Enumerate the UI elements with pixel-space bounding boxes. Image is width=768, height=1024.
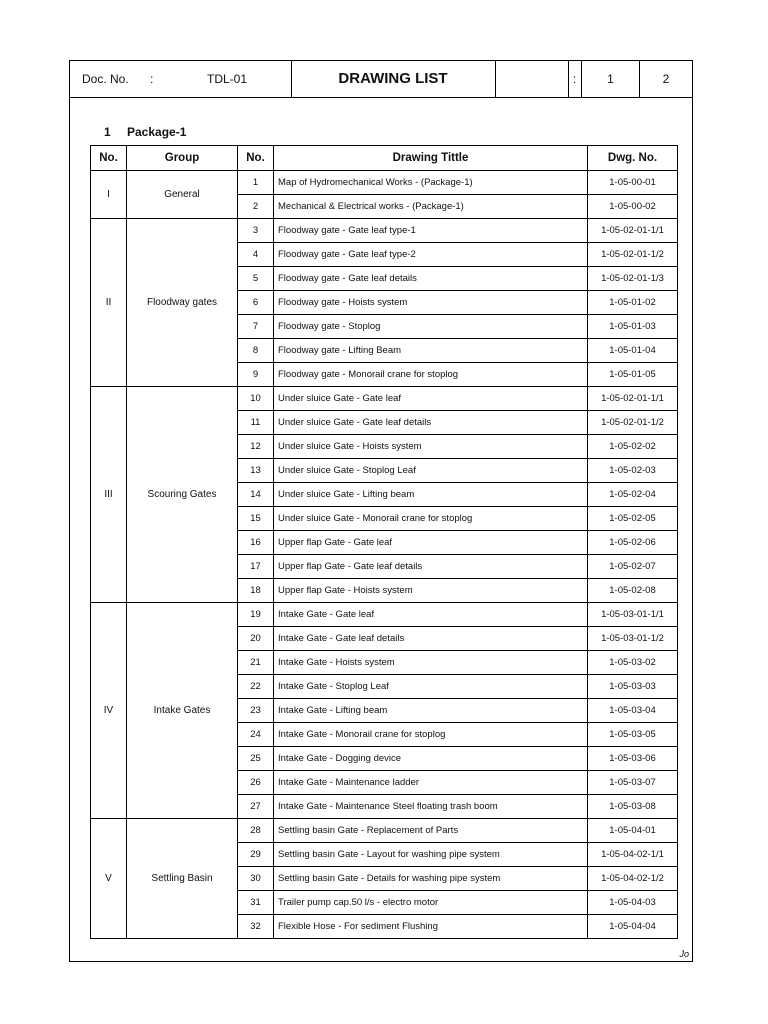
drawing-title: Floodway gate - Stoplog	[274, 315, 588, 339]
item-number: 32	[238, 915, 274, 939]
item-number: 1	[238, 171, 274, 195]
item-number: 24	[238, 723, 274, 747]
document-title: DRAWING LIST	[338, 70, 448, 87]
package-name: Package-1	[127, 125, 187, 139]
item-number: 15	[238, 507, 274, 531]
item-number: 21	[238, 651, 274, 675]
header-dwg-no: Dwg. No.	[588, 146, 678, 171]
drawing-title: Settling basin Gate - Details for washing pipe system	[274, 867, 588, 891]
drawing-number: 1-05-01-03	[588, 315, 678, 339]
drawing-number: 1-05-00-01	[588, 171, 678, 195]
drawing-title: Flexible Hose - For sediment Flushing	[274, 915, 588, 939]
header-divider	[568, 61, 569, 97]
item-number: 5	[238, 267, 274, 291]
group-name: Settling Basin	[127, 819, 238, 939]
item-number: 14	[238, 483, 274, 507]
doc-no-value: TDL-01	[207, 72, 248, 86]
drawing-title: Upper flap Gate - Hoists system	[274, 579, 588, 603]
drawing-title: Settling basin Gate - Replacement of Parts	[274, 819, 588, 843]
drawing-number: 1-05-03-03	[588, 675, 678, 699]
drawing-title: Intake Gate - Lifting beam	[274, 699, 588, 723]
header-group: Group	[127, 146, 238, 171]
page-colon: :	[573, 72, 577, 86]
drawing-number: 1-05-02-07	[588, 555, 678, 579]
drawing-number: 1-05-02-01-1/2	[588, 243, 678, 267]
drawing-title: Under sluice Gate - Lifting beam	[274, 483, 588, 507]
group-number: V	[91, 819, 127, 939]
drawing-title: Intake Gate - Dogging device	[274, 747, 588, 771]
group-number: IV	[91, 603, 127, 819]
table-row	[91, 819, 678, 843]
item-number: 29	[238, 843, 274, 867]
table-row	[91, 387, 678, 411]
drawing-number: 1-05-02-02	[588, 435, 678, 459]
item-number: 10	[238, 387, 274, 411]
drawing-number: 1-05-03-05	[588, 723, 678, 747]
header-item-no: No.	[238, 146, 274, 171]
drawing-number: 1-05-02-01-1/1	[588, 387, 678, 411]
drawing-number: 1-05-03-04	[588, 699, 678, 723]
table-row	[91, 219, 678, 243]
drawing-title: Intake Gate - Hoists system	[274, 651, 588, 675]
drawing-number: 1-05-03-07	[588, 771, 678, 795]
item-number: 25	[238, 747, 274, 771]
drawing-number: 1-05-01-05	[588, 363, 678, 387]
drawing-number: 1-05-00-02	[588, 195, 678, 219]
drawing-number: 1-05-03-02	[588, 651, 678, 675]
item-number: 20	[238, 627, 274, 651]
group-number: I	[91, 171, 127, 219]
drawing-title: Under sluice Gate - Gate leaf details	[274, 411, 588, 435]
group-name: Intake Gates	[127, 603, 238, 819]
drawing-number: 1-05-03-06	[588, 747, 678, 771]
doc-no-label: Doc. No.	[82, 72, 129, 86]
item-number: 4	[238, 243, 274, 267]
document-frame	[69, 60, 693, 962]
drawing-title: Intake Gate - Maintenance Steel floating trash boom	[274, 795, 588, 819]
package-number: 1	[104, 125, 111, 139]
doc-no-colon: :	[150, 72, 154, 86]
drawing-title: Upper flap Gate - Gate leaf details	[274, 555, 588, 579]
item-number: 30	[238, 867, 274, 891]
drawing-title: Under sluice Gate - Stoplog Leaf	[274, 459, 588, 483]
item-number: 6	[238, 291, 274, 315]
table-row	[91, 171, 678, 195]
item-number: 2	[238, 195, 274, 219]
group-number: II	[91, 219, 127, 387]
drawing-number: 1-05-04-02-1/1	[588, 843, 678, 867]
drawing-title: Floodway gate - Monorail crane for stoplog	[274, 363, 588, 387]
item-number: 23	[238, 699, 274, 723]
drawing-number: 1-05-03-08	[588, 795, 678, 819]
item-number: 26	[238, 771, 274, 795]
drawing-number: 1-05-02-01-1/3	[588, 267, 678, 291]
item-number: 9	[238, 363, 274, 387]
drawing-title: Floodway gate - Gate leaf type-2	[274, 243, 588, 267]
drawing-title: Upper flap Gate - Gate leaf	[274, 531, 588, 555]
drawing-title: Under sluice Gate - Hoists system	[274, 435, 588, 459]
item-number: 13	[238, 459, 274, 483]
drawing-title: Settling basin Gate - Layout for washing pipe system	[274, 843, 588, 867]
item-number: 18	[238, 579, 274, 603]
drawing-title: Intake Gate - Gate leaf details	[274, 627, 588, 651]
drawing-number: 1-05-03-01-1/2	[588, 627, 678, 651]
drawing-title: Intake Gate - Maintenance ladder	[274, 771, 588, 795]
drawing-number: 1-05-02-04	[588, 483, 678, 507]
drawing-title: Under sluice Gate - Monorail crane for stoplog	[274, 507, 588, 531]
item-number: 7	[238, 315, 274, 339]
drawing-title: Intake Gate - Monorail crane for stoplog	[274, 723, 588, 747]
drawing-title: Trailer pump cap.50 l/s - electro motor	[274, 891, 588, 915]
group-name: General	[127, 171, 238, 219]
drawing-title: Under sluice Gate - Gate leaf	[274, 387, 588, 411]
drawing-number: 1-05-02-08	[588, 579, 678, 603]
item-number: 22	[238, 675, 274, 699]
drawing-number: 1-05-02-03	[588, 459, 678, 483]
item-number: 17	[238, 555, 274, 579]
drawing-number: 1-05-02-01-1/2	[588, 411, 678, 435]
drawing-number: 1-05-04-02-1/2	[588, 867, 678, 891]
group-name: Floodway gates	[127, 219, 238, 387]
drawing-title: Floodway gate - Hoists system	[274, 291, 588, 315]
table-row	[91, 603, 678, 627]
drawing-title: Intake Gate - Stoplog Leaf	[274, 675, 588, 699]
header-divider	[495, 61, 496, 97]
drawing-number: 1-05-01-04	[588, 339, 678, 363]
item-number: 19	[238, 603, 274, 627]
drawing-title: Floodway gate - Gate leaf details	[274, 267, 588, 291]
document-header	[70, 61, 692, 98]
header-drawing-title: Drawing Tittle	[274, 146, 588, 171]
drawing-title: Mechanical & Electrical works - (Package-1)	[274, 195, 588, 219]
drawing-title: Floodway gate - Gate leaf type-1	[274, 219, 588, 243]
item-number: 3	[238, 219, 274, 243]
drawing-list-table	[90, 145, 678, 939]
drawing-number: 1-05-01-02	[588, 291, 678, 315]
drawing-number: 1-05-04-01	[588, 819, 678, 843]
item-number: 11	[238, 411, 274, 435]
table-body	[91, 171, 678, 939]
item-number: 8	[238, 339, 274, 363]
item-number: 31	[238, 891, 274, 915]
initials-signature: Jo	[679, 949, 689, 959]
drawing-title: Intake Gate - Gate leaf	[274, 603, 588, 627]
drawing-number: 1-05-03-01-1/1	[588, 603, 678, 627]
drawing-title: Floodway gate - Lifting Beam	[274, 339, 588, 363]
item-number: 27	[238, 795, 274, 819]
item-number: 16	[238, 531, 274, 555]
item-number: 12	[238, 435, 274, 459]
drawing-number: 1-05-02-06	[588, 531, 678, 555]
page-number: 1	[607, 72, 614, 86]
drawing-number: 1-05-04-04	[588, 915, 678, 939]
total-pages: 2	[662, 72, 670, 86]
table-header-row	[91, 146, 678, 171]
drawing-number: 1-05-04-03	[588, 891, 678, 915]
header-group-no: No.	[91, 146, 127, 171]
group-number: III	[91, 387, 127, 603]
drawing-number: 1-05-02-05	[588, 507, 678, 531]
drawing-number: 1-05-02-01-1/1	[588, 219, 678, 243]
item-number: 28	[238, 819, 274, 843]
group-name: Scouring Gates	[127, 387, 238, 603]
drawing-title: Map of Hydromechanical Works - (Package-1)	[274, 171, 588, 195]
